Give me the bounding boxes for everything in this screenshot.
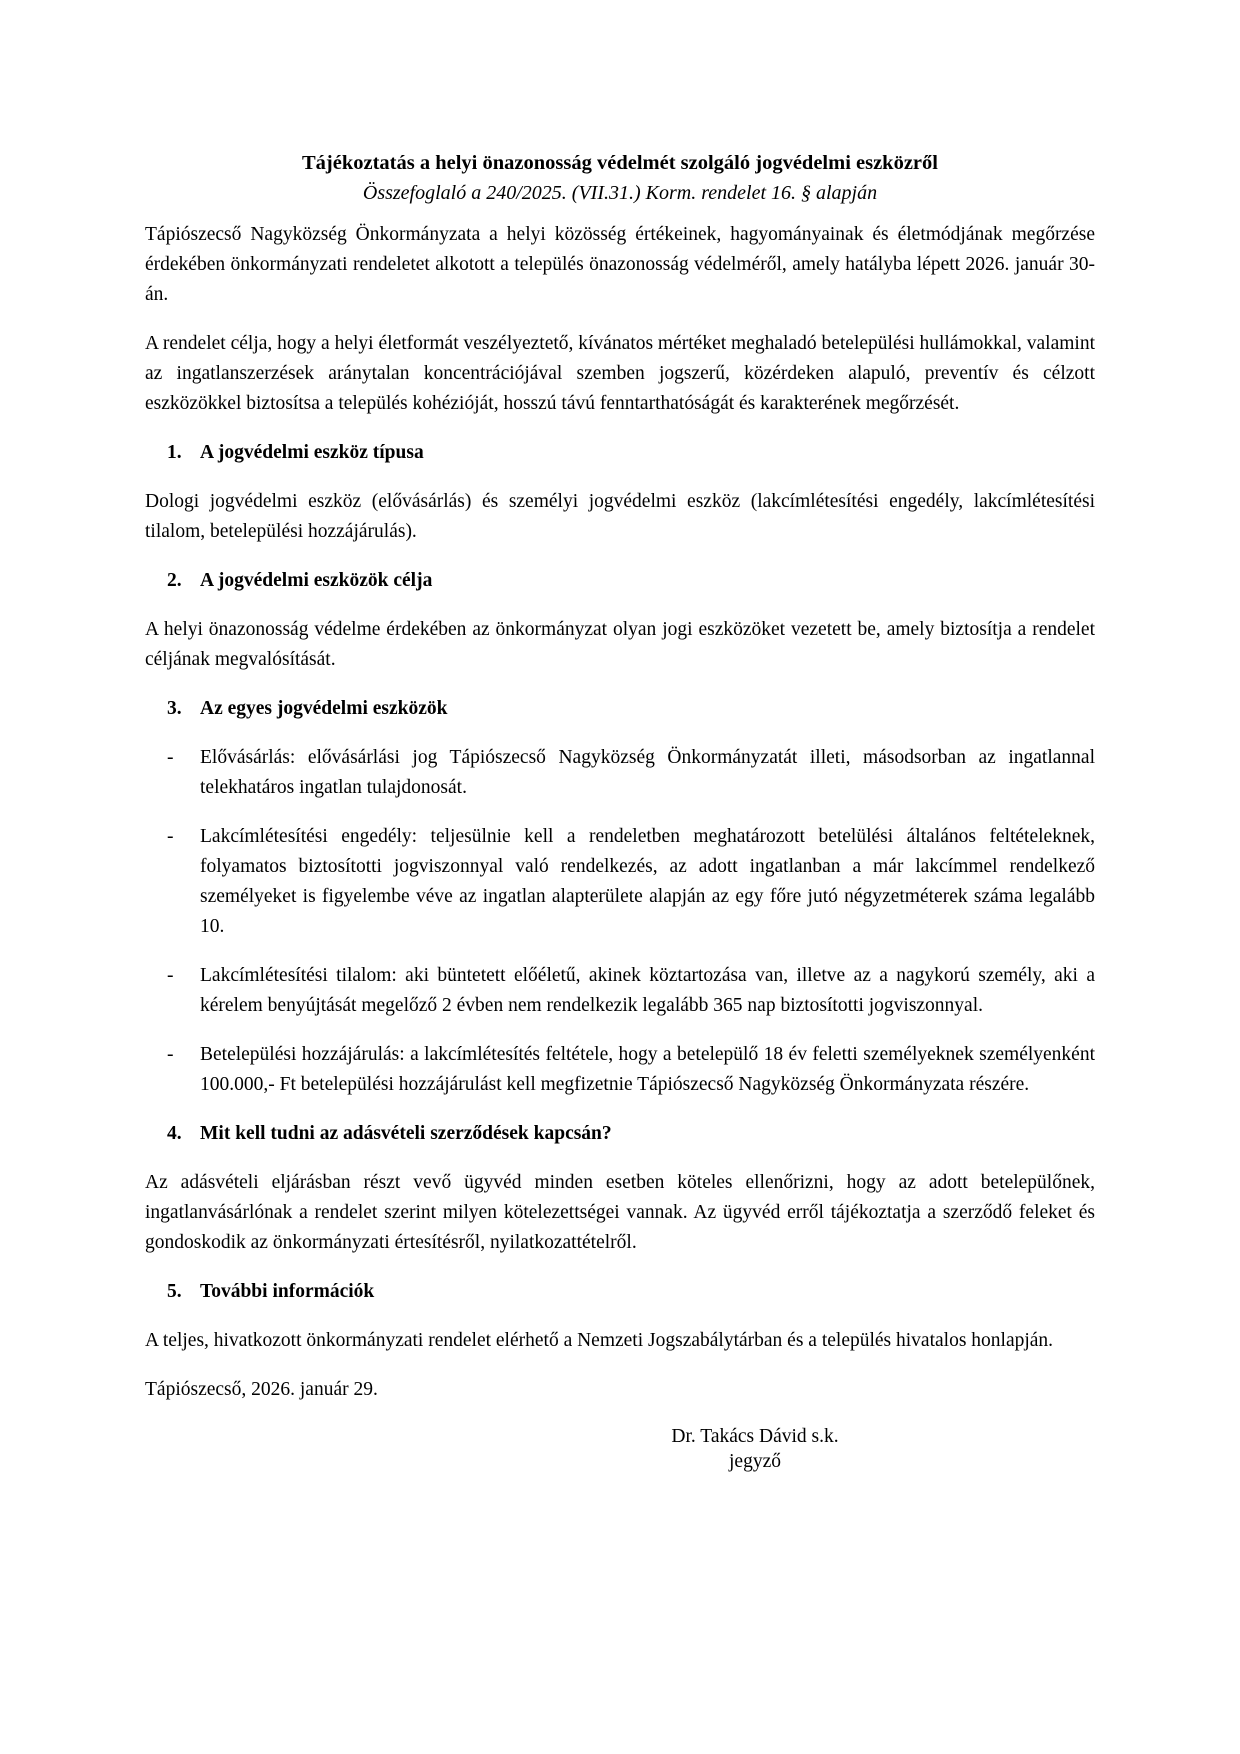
bullet-text: Lakcímlétesítési engedély: teljesülnie kell a rendeletben meghatározott betelülési általános feltételeknek, folyamatos biztosítotti jogviszonnyal való rendelkezés, az adott ingatlanban a már lakcímmel rendelkező személyeket is figyelembe véve az ingatlan alapterülete alapján az egy főre jutó négyzetméterek száma legalább 10. [200,826,1095,937]
bullet-item-betelepulesi-hozzajarulas [167,1040,1095,1100]
section-5-paragraph: A teljes, hivatkozott önkormányzati rendelet elérhető a Nemzeti Jogszabálytárban és a település hivatalos honlapján. [145,1330,1054,1351]
bullet-text: Lakcímlétesítési tilalom: aki büntetett előéletű, akinek köztartozása van, illetve az a nagykorú személy, aki a kérelem benyújtását megelőző 2 évben nem rendelkezik legalább 365 nap biztosítotti jogviszonnyal. [200,965,1095,1016]
intro-paragraph-1: Tápiószecső Nagyközség Önkormányzata a helyi közösség értékeinek, hagyományainak és életmódjának megőrzése érdekében önkormányzati rendeletet alkotott a település önazonosság védelméről, amely hatályba lépett 2026. január 30-án. [145,224,1095,305]
bullet-text: Elővásárlás: elővásárlási jog Tápiószecső Nagyközség Önkormányzatát illeti, másodsorban az ingatlannal telekhatáros ingatlan tulajdonosát. [200,747,1095,798]
section-1-paragraph: Dologi jogvédelmi eszköz (elővásárlás) és személyi jogvédelmi eszköz (lakcímlétesítési engedély, lakcímlétesítési tilalom, betelepülési hozzájárulás). [145,491,1095,542]
section-5-title: További információk [200,1281,375,1302]
bullet-marker: - [167,826,174,847]
signatory-role: jegyző [729,1451,781,1472]
document-title: Tájékoztatás a helyi önazonosság védelmét szolgáló jogvédelmi eszközről [302,152,938,174]
section-4-heading [145,1119,1095,1149]
dateline: Tápiószecső, 2026. január 29. [145,1379,378,1400]
bullet-item-lakcim-tilalom [167,961,1095,1021]
section-3-number: 3. [167,698,182,719]
section-1-title: A jogvédelmi eszköz típusa [200,442,424,463]
section-3-title: Az egyes jogvédelmi eszközök [200,698,448,719]
section-1-number: 1. [167,442,182,463]
bullet-marker: - [167,1044,174,1065]
bullet-text: Betelepülési hozzájárulás: a lakcímlétesítés feltétele, hogy a betelepülő 18 év feletti személyeknek személyenként 100.000,- Ft betelepülési hozzájárulást kell megfizetnie Tápiószecső Nagyközség Önkormányzata részére. [200,1044,1095,1095]
bullet-marker: - [167,965,174,986]
section-3-heading [145,694,1095,724]
bullet-marker: - [167,747,174,768]
section-2-number: 2. [167,570,182,591]
intro-paragraph-2: A rendelet célja, hogy a helyi életformát veszélyeztető, kívánatos mértéket meghaladó betelepülési hullámokkal, valamint az ingatlanszerzések aránytalan koncentrációjával szemben jogszerű, közérdeken alapuló, preventív és célzott eszközökkel biztosítsa a település kohézióját, hosszú távú fenntarthatóságát és karakterének megőrzését. [145,333,1095,414]
section-2-title: A jogvédelmi eszközök célja [200,570,433,591]
section-2-paragraph: A helyi önazonosság védelme érdekében az önkormányzat olyan jogi eszközöket vezetett be, amely biztosítja a rendelet céljának megvalósítását. [145,619,1095,670]
bullet-item-lakcim-engedely [167,822,1095,942]
section-4-number: 4. [167,1123,182,1144]
signature-block [605,1424,905,1474]
section-4-paragraph: Az adásvételi eljárásban részt vevő ügyvéd minden esetben köteles ellenőrizni, hogy az adott betelepülőnek, ingatlanvásárlónak a rendelet szerint milyen kötelezettségei vannak. Az ügyvéd erről tájékoztatja a szerződő feleket és gondoskodik az önkormányzati értesítésről, nyilatkozattételről. [145,1172,1095,1253]
document-subtitle: Összefoglaló a 240/2025. (VII.31.) Korm. rendelet 16. § alapján [362,182,878,204]
section-2-heading [145,566,1095,596]
section-5-number: 5. [167,1281,182,1302]
section-4-title: Mit kell tudni az adásvételi szerződések kapcsán? [200,1123,612,1144]
signatory-name: Dr. Takács Dávid s.k. [671,1426,839,1447]
section-1-heading [145,438,1095,468]
section-5-heading [145,1277,1095,1307]
bullet-item-eloavasarlas [167,743,1095,803]
